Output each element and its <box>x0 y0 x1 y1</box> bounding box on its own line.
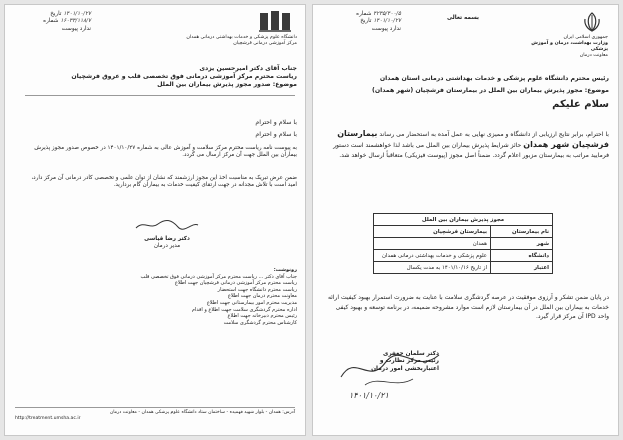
number-label: شماره <box>43 18 59 25</box>
attachment-value: ندارد <box>389 25 401 32</box>
date-label: تاریخ <box>50 11 62 17</box>
cc-item: معاونت محترم درمان جهت اطلاع <box>227 293 297 300</box>
table-cell-value: بیمارستان فرشچیان <box>374 226 491 238</box>
body-highlight: بیمارستان فرشچیان شهر همدان <box>337 129 609 149</box>
right-salutation: سلام علیکم <box>552 99 609 110</box>
footer-website: http://treatment.umsha.ac.ir <box>15 416 81 421</box>
cc-item: جناب آقای دکتر ... ریاست محترم مرکز آموزشی درمانی فوق تخصصی قلب <box>140 273 297 280</box>
attachment-label: پیوست <box>61 25 78 32</box>
iran-emblem-icon <box>581 11 603 33</box>
left-body-1: به پیوست نامه ریاست محترم مرکز سلامت و آموزش عالی به شماره ۱۴۰۱/۱۰/۲۷ در خصوص صدور مجوز پذیرش بیماران بین الملل جهت آن مرکز ارسال می گردد. <box>34 145 297 159</box>
number-value: ۴۲۳۵/۴۰۰/۵ <box>373 11 401 17</box>
ministry-line2: وزارت بهداشت، درمان و آموزش پزشکی <box>531 41 608 52</box>
date-value: ۱۴۰۱/۱۰/۲۷ <box>63 11 91 17</box>
left-logo-text <box>165 35 297 47</box>
attachment-label: پیوست <box>371 25 388 32</box>
cc-item: مدیریت محترم امور بیمارستانی جهت اطلاع <box>206 299 297 306</box>
table-row <box>374 262 553 274</box>
table-cell-value: همدان <box>374 238 491 250</box>
left-greeting-2: با سلام و احترام <box>255 131 297 138</box>
right-letter-page <box>312 4 619 436</box>
left-recipient <box>25 65 297 89</box>
left-body-2: ضمن عرض تبریک به مناسبت اخذ این مجوز ارزشمند که نشان از توان علمی و تخصصی کادر درمانی آن مرکز دارد، امید است با تلاش مجدانه در جهت ارتقای کیفیت خدمات به بیماران گام بردارید. <box>31 175 297 189</box>
left-subject-text: صدور مجوز پذیرش بیماران بین الملل <box>157 81 271 88</box>
number-value: ۱۶۰۳۳/۱۱۸/۷ <box>60 18 91 25</box>
handwritten-signature-icon <box>132 218 202 232</box>
permit-table-title: مجوز پذیرش بیماران بین الملل <box>374 214 553 226</box>
table-cell-value: علوم پزشکی و خدمات بهداشتی درمانی همدان <box>374 250 491 262</box>
table-cell-value: از تاریخ ۱۴۰۱/۱۰/۱۶ به مدت یکسال <box>374 262 491 274</box>
left-letter-page <box>4 4 306 436</box>
left-signature-name: دکتر رضا قیاسی <box>144 236 190 242</box>
table-row <box>374 238 553 250</box>
left-recipient-line1: جناب آقای دکتر امیرحسین یزدی <box>199 65 297 72</box>
university-logo <box>257 10 293 34</box>
table-cell-label: نام بیمارستان <box>491 226 553 238</box>
cc-item: ریاست محترم دانشگاه جهت استحضار <box>217 286 297 293</box>
official-stamp <box>335 345 445 391</box>
left-letter-meta <box>13 11 91 33</box>
ministry-line1: جمهوری اسلامی ایران <box>563 35 608 40</box>
ministry-line3: معاونت درمان <box>579 53 608 58</box>
table-row <box>374 226 553 238</box>
stamp-text <box>341 351 439 373</box>
stamp-title-2: اعتباربخشی امور درمان <box>371 365 439 372</box>
date-value: ۱۴۰۱/۱۰/۲۷ <box>373 18 401 25</box>
date-label: تاریخ <box>360 18 372 25</box>
left-signature-block <box>127 217 207 251</box>
table-cell-label: اعتبار <box>491 262 553 274</box>
right-closing: در پایان ضمن تشکر و آرزوی موفقیت در عرصه گردشگری سلامت با عنایت به ضرورت استمرار بهبود کیفیت ارائه خدمات به بیماران بین الملل در آن بیمارستان لازم است موارد مشروحه ضمیمه، در برنامه توسعه و بهبود کیفی واحد IPD آن مرکز قرار گیرد. <box>327 294 609 321</box>
left-subject-label: موضوع: <box>272 81 297 88</box>
left-subject <box>25 81 297 89</box>
number-label: شماره <box>356 11 372 17</box>
cc-item: اداره محترم گردشگری سلامت جهت اطلاع و اقدام <box>191 306 297 313</box>
left-logo-line2: مرکز آموزشی درمانی فرشچیان <box>233 41 297 46</box>
left-logo-line1: دانشگاه علوم پزشکی و خدمات بهداشتی درمانی همدان <box>186 35 297 40</box>
cc-list <box>25 267 297 326</box>
left-greeting-1: با سلام و احترام <box>255 119 297 126</box>
cc-item: ریاست محترم مرکز آموزشی درمانی فرشچیان جهت اطلاع <box>174 280 297 287</box>
attachment-value: ندارد <box>79 25 91 32</box>
left-recipient-line2: ریاست محترم مرکز آموزشی درمانی فوق تخصصی قلب و عروق فرشچیان <box>71 73 297 80</box>
left-footer <box>15 410 295 422</box>
ministry-header <box>513 35 608 59</box>
stamp-title-1: رئیس مرکز نظارت و <box>379 358 439 365</box>
right-subject: موضوع: مجوز پذیرش بیماران بین الملل در بیمارستان فرشچیان (شهر همدان) <box>372 87 609 94</box>
bismillah: بسمه تعالی <box>446 15 479 21</box>
right-recipient: رئیس محترم دانشگاه علوم پزشکی و خدمات بهداشتی درمانی استان همدان <box>379 75 609 82</box>
divider <box>25 95 295 96</box>
table-cell-label: شهر <box>491 238 553 250</box>
permit-table <box>373 213 553 274</box>
cc-item: رئیس محترم دبیرخانه جهت اطلاع <box>227 313 297 320</box>
footer-address: آدرس: همدان - بلوار شهید فهمیده - ساختمان ستاد دانشگاه علوم پزشکی همدان - معاونت درمان <box>109 410 295 415</box>
table-cell-label: دانشگاه <box>491 250 553 262</box>
cc-title: رونوشت: <box>273 267 297 273</box>
stamp-name: دکتر سلمان جعفری <box>383 351 439 357</box>
right-letter-meta <box>321 11 401 33</box>
table-row <box>374 250 553 262</box>
left-signature-title: مدیر درمان <box>153 243 181 250</box>
right-body: با احترام، برابر نتایج ارزیابی از دانشگاه و ممیزی نهایی به عمل آمده به استحضار می رساند بیمارستان فرشچیان شهر همدان حائز شرایط پذیرش بیماران بین الملل می باشد لذا خواهشمند است دستور فرمایید مراتب به بیمارستان مزبور اعلام گردد. ضمناً اصل مجوز (پیوست فیزیکی) متعاقباً ارسال خواهد شد. <box>333 129 609 159</box>
footer-divider <box>15 407 295 408</box>
sign-date: ۱۴۰۱/۱۰/۲۱ <box>349 391 389 400</box>
cc-item: کارشناس محترم گردشگری سلامت <box>223 319 297 326</box>
